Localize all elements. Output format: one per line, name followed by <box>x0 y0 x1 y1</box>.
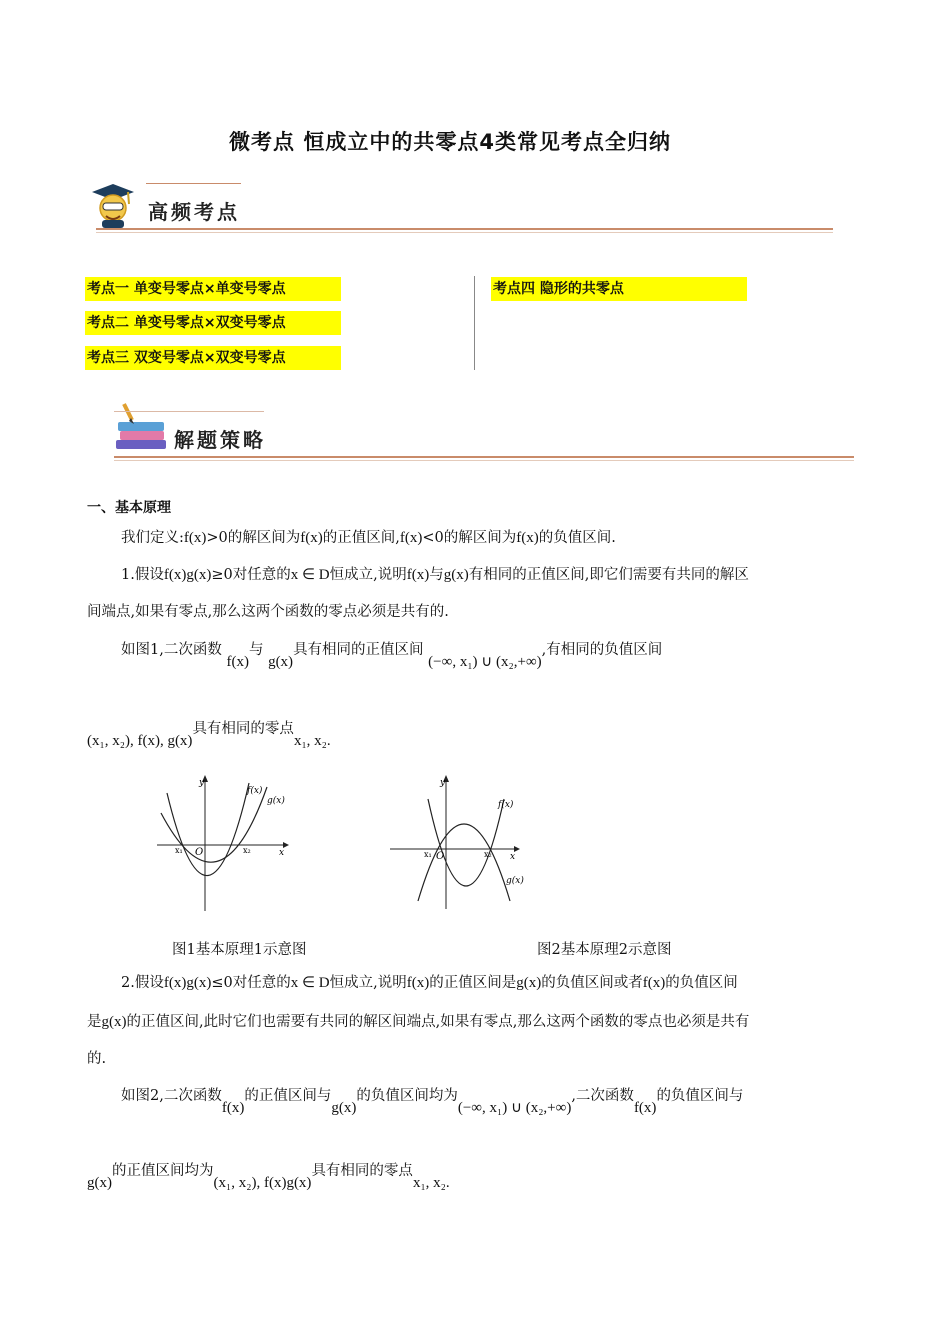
kaodian-1: 考点一 单变号零点×单变号零点 <box>85 277 341 301</box>
fig1-x2-label: x₂ <box>243 846 251 855</box>
paragraph-principle-2-line-2: 是g(x)的正值区间,此时它们也需要有共同的解区间端点,如果有零点,那么这两个函数的零点也必须是共有 <box>87 1014 750 1030</box>
fig2-origin-label: O <box>436 851 445 862</box>
paragraph-principle-1-line-2: 间端点,如果有零点,那么这两个函数的零点必须是共有的. <box>87 604 449 620</box>
fig1-y-label: y <box>199 778 205 788</box>
fig1-x-label: x <box>279 848 285 858</box>
fig1-g-label: g(x) <box>267 796 285 806</box>
fig2-y-label: y <box>440 778 446 788</box>
paragraph-figure-2-desc: 如图2,二次函数f(x)的正值区间与g(x)的负值区间均为(−∞, x₁) ∪ (x₂,+∞),二次函数f(x)的负值区间与 <box>121 1088 744 1116</box>
paragraph-figure-1-desc: 如图1,二次函数 f(x)与 g(x)具有相同的正值区间 (−∞, x₁) ∪ (x₂,+∞),有相同的负值区间 <box>121 642 663 670</box>
books-pencil-icon <box>112 402 174 454</box>
paragraph-definition: 我们定义:f(x)>0的解区间为f(x)的正值区间,f(x)<0的解区间为f(x)的负值区间. <box>121 530 616 546</box>
graduate-icon <box>88 180 138 230</box>
fig2-g-label: g(x) <box>506 876 524 886</box>
figure-2-caption: 图2基本原理2示意图 <box>537 942 672 958</box>
paragraph-principle-2-line-1: 2.假设f(x)g(x)≤0对任意的x ∈ D恒成立,说明f(x)的正值区间是g(x)的负值区间或者f(x)的负值区间 <box>121 975 738 991</box>
banner-strategy <box>112 402 857 464</box>
kaodian-4: 考点四 隐形的共零点 <box>491 277 747 301</box>
figure-2-graph <box>388 773 538 913</box>
figure-1-caption: 图1基本原理1示意图 <box>172 942 307 958</box>
fig1-x1-label: x₁ <box>175 846 183 855</box>
section-heading-basic-principle: 一、基本原理 <box>87 500 171 516</box>
fig2-x1-label: x₁ <box>424 850 432 859</box>
paragraph-figure-1-zeros: (x₁, x₂), f(x), g(x)具有相同的零点x₁, x₂. <box>87 721 331 749</box>
banner-high-frequency <box>88 180 833 235</box>
figure-1-graph <box>155 773 295 913</box>
column-divider <box>474 276 475 370</box>
fig1-f-label: f(x) <box>247 786 263 796</box>
kaodian-3: 考点三 双变号零点×双变号零点 <box>85 346 341 370</box>
page-title: 微考点 恒成立中的共零点4类常见考点全归纳 <box>229 130 671 154</box>
kaodian-2: 考点二 单变号零点×双变号零点 <box>85 311 341 335</box>
fig2-x2-label: x₂ <box>484 850 492 859</box>
paragraph-principle-1-line-1: 1.假设f(x)g(x)≥0对任意的x ∈ D恒成立,说明f(x)与g(x)有相同的正值区间,即它们需要有共同的解区 <box>121 567 749 583</box>
banner-high-frequency-text: 高频考点 <box>148 200 240 224</box>
fig1-origin-label: O <box>195 847 204 858</box>
paragraph-figure-2-zeros: g(x)的正值区间均为(x₁, x₂), f(x)g(x)具有相同的零点x₁, x₂. <box>87 1163 450 1191</box>
fig2-x-label: x <box>510 852 516 862</box>
banner-strategy-text: 解题策略 <box>174 428 266 452</box>
fig2-f-label: f(x) <box>498 800 514 810</box>
paragraph-principle-2-line-3: 的. <box>87 1051 107 1067</box>
